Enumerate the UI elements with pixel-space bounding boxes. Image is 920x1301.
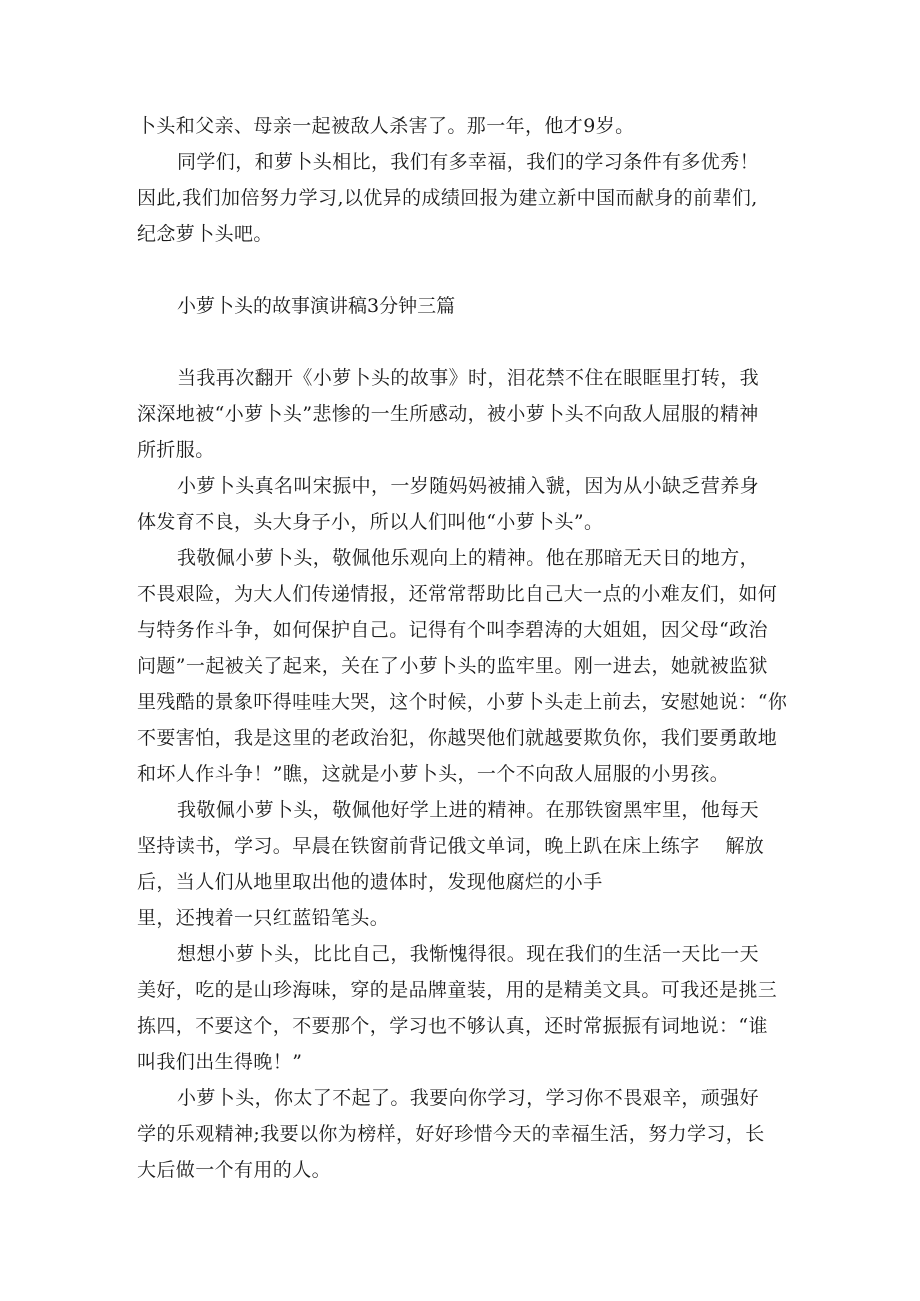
- section-heading: 小萝卜头的故事演讲稿3分钟三篇: [177, 295, 456, 317]
- text-line: 当我再次翻开《小萝卜头的故事》时，泪花禁不住在眼眶里打转，我: [177, 367, 760, 389]
- text-line: 深深地被“小萝卜头”悲惨的一生所感动，被小萝卜头不向敌人屈服的精神: [137, 403, 759, 425]
- document-page: [137, 108, 789, 1188]
- text-line: 问题”一起被关了起来，关在了小萝卜头的监牢里。刚一进去，她就被监狱: [137, 655, 768, 677]
- text-line: 与特务作斗争，如何保护自己。记得有个叫李碧涛的大姐姐，因父母“政治: [137, 619, 768, 641]
- text-line: 美好，吃的是山珍海味，穿的是品牌童装，用的是精美文具。可我还是挑三: [137, 979, 778, 1001]
- text-line: 小萝卜头，你太了不起了。我要向你学习，学习你不畏艰辛，顽强好: [177, 1087, 760, 1109]
- text-line: 后，当人们从地里取出他的遗体时，发现他腐烂的小手: [137, 871, 603, 893]
- text-line: 纪念萝卜头吧。: [137, 223, 273, 245]
- text-line: 同学们，和萝卜头相比，我们有多幸福，我们的学习条件有多优秀！: [177, 151, 760, 173]
- text-line: 坚持读书，学习。早晨在铁窗前背记俄文单词，晚上趴在床上练字 解放: [137, 835, 765, 857]
- text-line: 里残酷的景象吓得哇哇大哭，这个时候，小萝卜头走上前去，安慰她说：“你: [137, 691, 788, 713]
- text-line: 和坏人作斗争！”瞧，这就是小萝卜头，一个不向敌人屈服的小男孩。: [137, 763, 730, 785]
- text-line: 大后做一个有用的人。: [137, 1159, 332, 1181]
- text-line: 体发育不良，头大身子小，所以人们叫他“小萝卜头”。: [137, 511, 604, 533]
- text-line: 我敬佩小萝卜头，敬佩他乐观向上的精神。他在那暗无天日的地方，: [177, 547, 760, 569]
- text-line: 我敬佩小萝卜头，敬佩他好学上进的精神。在那铁窗黑牢里，他每天: [177, 799, 760, 821]
- text-line: 所折服。: [137, 439, 215, 461]
- text-line: 学的乐观精神;我要以你为榜样，好好珍惜今天的幸福生活，努力学习，长: [137, 1123, 765, 1145]
- text-line: 叫我们出生得晚！”: [137, 1051, 303, 1073]
- text-line: 不畏艰险，为大人们传递情报，还常常帮助比自己大一点的小难友们，如何: [137, 583, 778, 605]
- text-line: 因此,我们加倍努力学习,以优异的成绩回报为建立新中国而献身的前辈们,: [137, 187, 758, 209]
- text-line: 里，还拽着一只红蓝铅笔头。: [137, 907, 390, 929]
- text-line: 不要害怕，我是这里的老政治犯，你越哭他们就越要欺负你，我们要勇敢地: [137, 727, 778, 749]
- text-line: 拣四，不要这个，不要那个，学习也不够认真，还时常振振有词地说：“谁: [137, 1015, 768, 1037]
- text-line: 卜头和父亲、母亲一起被敌人杀害了。那一年，他才9岁。: [137, 115, 635, 137]
- text-line: 想想小萝卜头，比比自己，我惭愧得很。现在我们的生活一天比一天: [177, 943, 760, 965]
- text-line: 小萝卜头真名叫宋振中，一岁随妈妈被捕入虢，因为从小缺乏营养身: [177, 475, 760, 497]
